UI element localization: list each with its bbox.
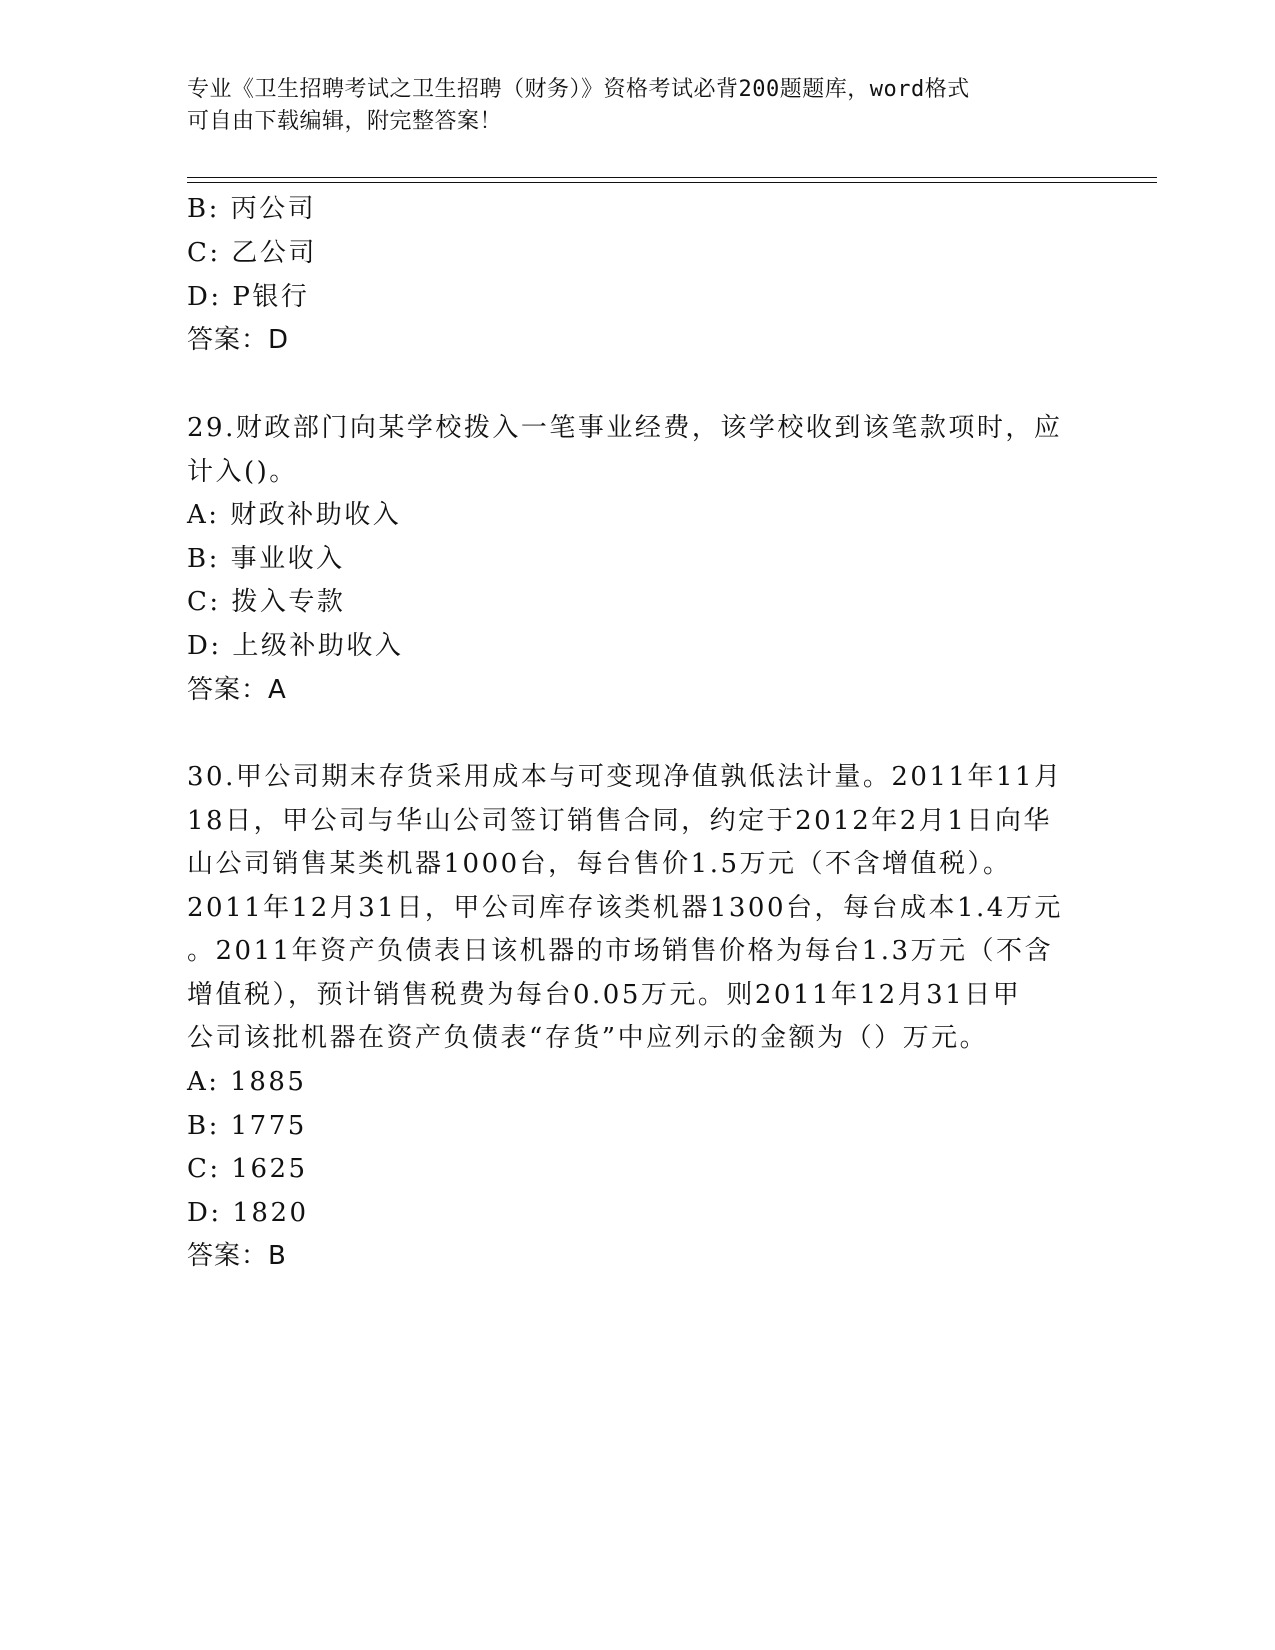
q30-option-b: B: 1775 [187,1111,307,1141]
q28-option-c: C: 乙公司 [187,238,317,268]
q28-option-d: D: P银行 [187,282,310,312]
q30-option-d: D: 1820 [187,1198,309,1228]
q30-stem-line-3: 山公司销售某类机器1000台，每台售价1.5万元（不含增值税）。 [187,849,1012,879]
q30-stem-line-5: 。2011年资产负债表日该机器的市场销售价格为每台1.3万元（不含 [187,936,1054,966]
q30-option-a: A: 1885 [187,1067,307,1097]
q30-option-c: C: 1625 [187,1154,308,1184]
q29-option-b: B: 事业收入 [187,544,345,574]
q28-answer: 答案：D [187,325,290,355]
q30-stem-line-1: 30.甲公司期末存货采用成本与可变现净值孰低法计量。2011年11月 [187,762,1063,792]
q30-stem-line-2: 18日，甲公司与华山公司签订销售合同，约定于2012年2月1日向华 [187,806,1052,836]
q30-answer: 答案：B [187,1241,287,1271]
q28-option-b: B: 丙公司 [187,194,317,224]
header-title-line-2: 可自由下载编辑，附完整答案！ [187,109,503,134]
q30-stem-line-6: 增值税），预计销售税费为每台0.05万元。则2011年12月31日甲 [187,980,1022,1010]
q30-stem-line-7: 公司该批机器在资产负债表“存货”中应列示的金额为（）万元。 [187,1023,989,1053]
q30-stem-line-4: 2011年12月31日，甲公司库存该类机器1300台，每台成本1.4万元 [187,893,1063,923]
header-title-line-1: 专业《卫生招聘考试之卫生招聘（财务）》资格考试必背200题题库，word格式 [187,77,970,102]
document-header [187,74,1067,138]
header-divider-top [187,177,1157,178]
header-divider-bottom [187,182,1157,183]
q29-option-c: C: 拨入专款 [187,587,346,617]
q29-stem-line-1: 29.财政部门向某学校拨入一笔事业经费，该学校收到该笔款项时，应 [187,413,1063,443]
q29-answer: 答案：A [187,675,287,705]
q29-option-d: D: 上级补助收入 [187,631,404,661]
q29-option-a: A: 财政补助收入 [187,500,402,530]
q29-stem-line-2: 计入()。 [187,457,298,487]
